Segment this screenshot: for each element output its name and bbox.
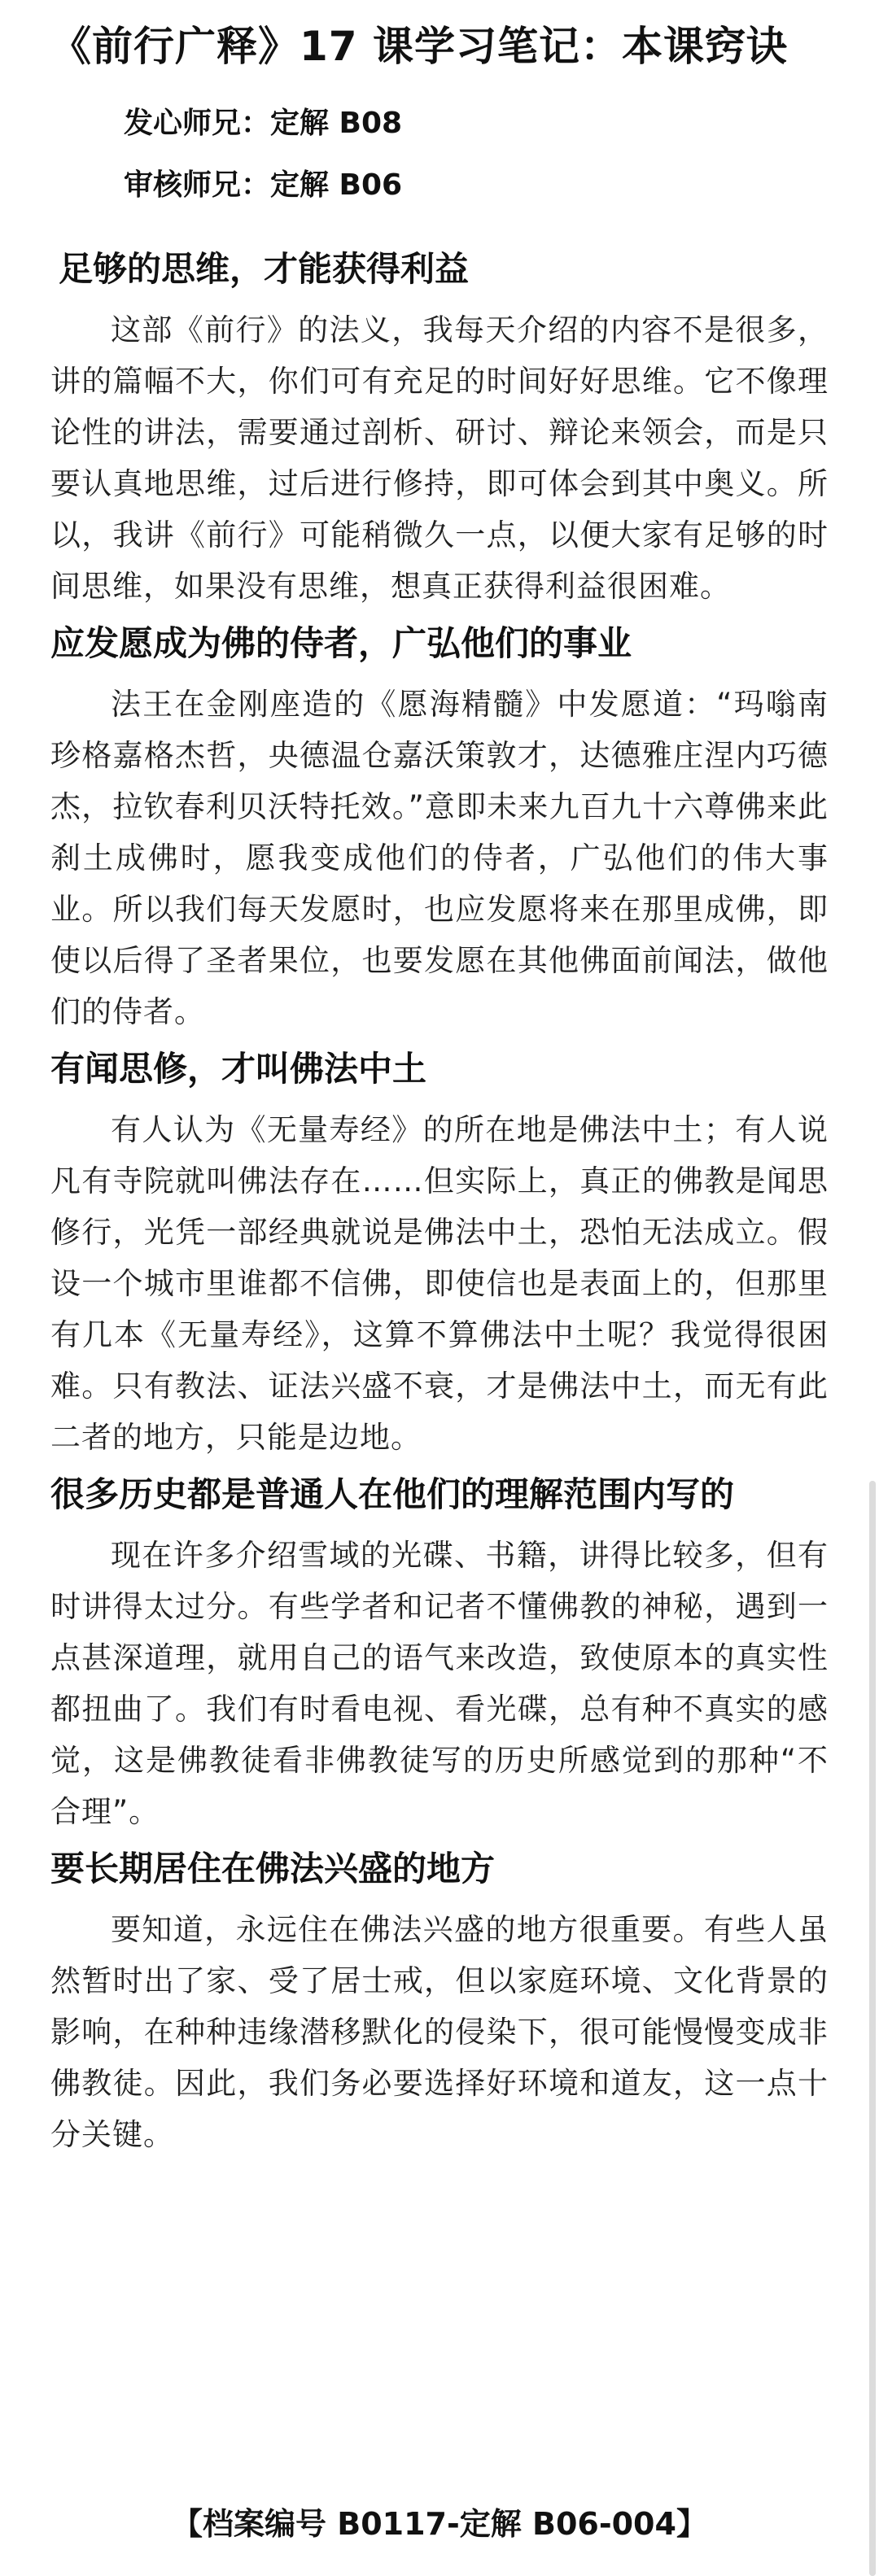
section-paragraph: 要知道，永远住在佛法兴盛的地方很重要。有些人虽然暂时出了家、受了居士戒，但以家庭环境、文化背景的影响，在种种违缘潜移默化的侵染下，很可能慢慢变成非佛教徒。因此，我们务必要选择好环境和道友，这一点十分关键。 bbox=[50, 1912, 829, 2152]
section-paragraph: 这部《前行》的法义，我每天介绍的内容不是很多，讲的篇幅不大，你们可有充足的时间好好思维。它不像理论性的讲法，需要通过剖析、研讨、辩论来领会，而是只要认真地思维，过后进行修持，即可体会到其中奥义。所以，我讲《前行》可能稍微久一点，以便大家有足够的时间思维，如果没有思维，想真正获得利益很困难。 bbox=[50, 312, 829, 604]
section-paragraph: 法王在金刚座造的《愿海精髓》中发愿道：“玛嗡南珍格嘉格杰哲，央德温仓嘉沃策敦才，达德雅庄涅内巧德杰，拉钦春利贝沃特托效。”意即未来九百九十六尊佛来此刹土成佛时，愿我变成他们的侍者，广弘他们的伟大事业。所以我们每天发愿时，也应发愿将来在那里成佛，即使以后得了圣者果位，也要发愿在其他佛面前闻法，做他们的侍者。 bbox=[50, 687, 829, 1029]
article-meta bbox=[50, 93, 829, 216]
section-paragraph: 有人认为《无量寿经》的所在地是佛法中土；有人说凡有寺院就叫佛法存在……但实际上，真正的佛教是闻思修行，光凭一部经典就说是佛法中土，恐怕无法成立。假设一个城市里谁都不信佛，即使信也是表面上的，但那里有几本《无量寿经》，这算不算佛法中土呢？我觉得很困难。只有教法、证法兴盛不衰，才是佛法中土，而无有此二者的地方，只能是边地。 bbox=[50, 1112, 829, 1455]
section-4 bbox=[50, 1466, 829, 1837]
archive-code: 【档案编号 B0117-定解 B06-004】 bbox=[172, 2506, 707, 2542]
section-2 bbox=[50, 615, 829, 1037]
section-5 bbox=[50, 1840, 829, 2160]
reviewer-line: 审核师兄：定解 B06 bbox=[124, 168, 403, 202]
article-title: 《前行广释》17 课学习笔记：本课窍诀 bbox=[50, 23, 788, 70]
section-heading: 很多历史都是普通人在他们的理解范围内写的 bbox=[50, 1474, 735, 1514]
section-heading: 要长期居住在佛法兴盛的地方 bbox=[50, 1849, 496, 1888]
section-heading: 应发愿成为佛的侍者，广弘他们的事业 bbox=[50, 623, 632, 663]
author-line: 发心师兄：定解 B08 bbox=[124, 107, 403, 140]
section-paragraph: 现在许多介绍雪域的光碟、书籍，讲得比较多，但有时讲得太过分。有些学者和记者不懂佛教的神秘，遇到一点甚深道理，就用自己的语气来改造，致使原本的真实性都扭曲了。我们有时看电视、看光碟，总有种不真实的感觉，这是佛教徒看非佛教徒写的历史所感觉到的那种“不合理”。 bbox=[50, 1538, 829, 1829]
section-heading: 足够的思维，才能获得利益 bbox=[59, 249, 470, 289]
section-1 bbox=[50, 241, 829, 612]
section-heading: 有闻思修，才叫佛法中土 bbox=[50, 1049, 427, 1089]
scrollbar[interactable] bbox=[869, 1481, 876, 2576]
section-3 bbox=[50, 1041, 829, 1463]
scrollbar-thumb[interactable] bbox=[869, 1481, 876, 2576]
